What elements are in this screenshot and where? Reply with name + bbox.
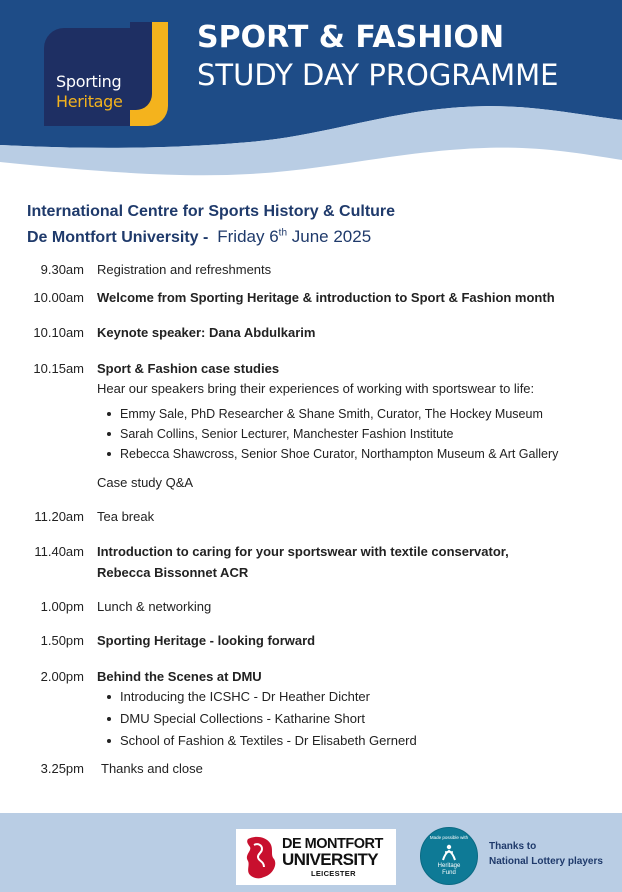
venue-separator: -: [198, 229, 213, 246]
schedule-time: 2.00pm: [40, 669, 84, 684]
schedule-title: Lunch & networking: [97, 599, 212, 614]
footer-sponsors: [0, 813, 622, 892]
schedule-title: Keynote speaker: Dana Abdulkarim: [97, 325, 316, 340]
schedule-title: Tea break: [97, 509, 155, 524]
case-studies-intro: Hear our speakers bring their experiences of working with sportswear to life:: [97, 381, 535, 396]
schedule-title-continued: Rebecca Bissonnet ACR: [97, 565, 249, 580]
schedule-title: Sporting Heritage - looking forward: [97, 633, 316, 648]
logo-accent-shape: [130, 22, 168, 126]
case-studies-qa: Case study Q&A: [97, 475, 194, 490]
schedule-title: Sport & Fashion case studies: [97, 361, 280, 376]
schedule-title: Behind the Scenes at DMU: [97, 669, 262, 684]
schedule-time: 10.00am: [33, 290, 84, 305]
schedule-time: 10.15am: [33, 361, 84, 376]
hf-top-text: Made possible with: [429, 835, 469, 840]
thanks-lottery-text: Thanks to National Lottery players: [489, 841, 603, 867]
dmu-sessions-list: [104, 687, 417, 751]
hf-name-text: Heritage Fund: [437, 863, 461, 876]
schedule-time: 3.25pm: [40, 761, 84, 776]
list-item: Emmy Sale, PhD Researcher & Shane Smith, Curator, The Hockey Museum: [104, 404, 558, 424]
list-item: Introducing the ICSHC - Dr Heather Dichter: [104, 687, 417, 707]
dmu-text-line3: LEICESTER: [311, 869, 356, 878]
university-name: De Montfort University: [27, 229, 199, 246]
schedule-time: 11.20am: [34, 509, 84, 524]
heritage-fund-logo: [420, 827, 478, 885]
header-banner: [0, 0, 622, 200]
list-item: Rebecca Shawcross, Senior Shoe Curator, Northampton Museum & Art Gallery: [104, 444, 558, 464]
schedule-title: Welcome from Sporting Heritage & introduction to Sport & Fashion month: [97, 290, 555, 305]
case-studies-speaker-list: [104, 404, 558, 464]
schedule-time: 9.30am: [40, 262, 84, 277]
schedule-title: Thanks and close: [101, 761, 203, 776]
lottery-crossed-fingers-icon: [439, 842, 459, 862]
list-item: Sarah Collins, Senior Lecturer, Manchester Fashion Institute: [104, 424, 558, 444]
schedule-time: 11.40am: [34, 544, 84, 559]
schedule-title: Introduction to caring for your sportswear with textile conservator,: [97, 544, 509, 559]
page-title-line2: STUDY DAY PROGRAMME: [197, 58, 559, 92]
page-title-line1: SPORT & FASHION: [197, 20, 505, 55]
event-date: Friday 6th June 2025: [217, 227, 372, 246]
logo-text-heritage: Heritage: [56, 92, 123, 111]
dmu-text-line2: UNIVERSITY: [282, 850, 379, 869]
schedule-time: 1.00pm: [40, 599, 84, 614]
dmu-text-line1: DE MONTFORT: [282, 836, 383, 852]
venue-university-date: [27, 227, 371, 247]
schedule-time: 10.10am: [33, 325, 84, 340]
logo-text-sporting: Sporting: [56, 72, 122, 91]
dmu-logo: [236, 829, 396, 885]
schedule-title: Registration and refreshments: [97, 262, 272, 277]
schedule-time: 1.50pm: [40, 633, 84, 648]
list-item: DMU Special Collections - Katharine Short: [104, 709, 417, 729]
venue-name: International Centre for Sports History & Culture: [27, 203, 396, 220]
list-item: School of Fashion & Textiles - Dr Elisabeth Gernerd: [104, 731, 417, 751]
dmu-crest-icon: [242, 835, 278, 881]
